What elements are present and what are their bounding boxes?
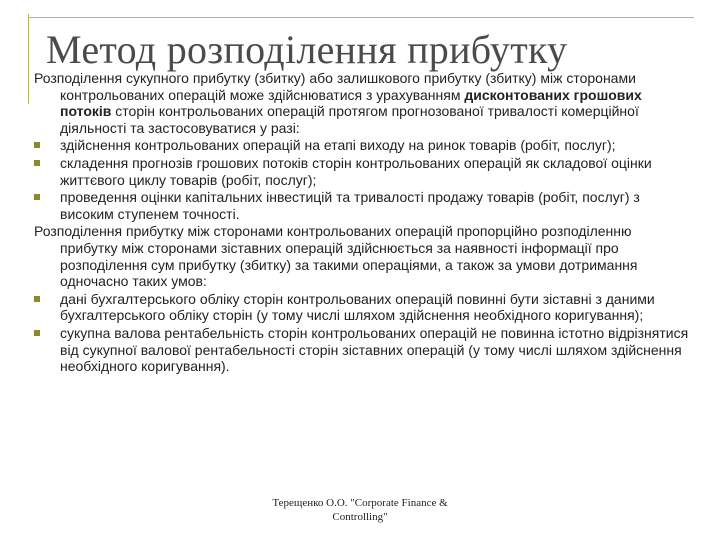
paragraph-1-bold-term: дисконтованих грошових потоків [60, 86, 642, 120]
square-bullet-icon [34, 142, 40, 148]
paragraph-1 [34, 70, 689, 136]
bullet-item [34, 137, 689, 154]
paragraph-1-text-end: сторін контрольованих операцій протягом прогнозованої тривалості комерційної діяльності та застосовуватися у разі: [60, 103, 639, 136]
bullet-text: здійснення контрольованих операцій на етапі виходу на ринок товарів (робіт, послуг); [60, 137, 616, 154]
slide-body [34, 70, 689, 376]
bullet-item [34, 325, 689, 375]
bullet-item [34, 155, 689, 188]
square-bullet-icon [34, 160, 40, 166]
bullet-text: проведення оцінки капітальних інвестицій та тривалості продажу товарів (робіт, послуг) з високим ступенем точності. [60, 189, 640, 222]
footer-line-2: Controlling" [332, 511, 388, 523]
decorative-vertical-line [28, 14, 29, 104]
square-bullet-icon [34, 296, 40, 302]
decorative-horizontal-line [28, 17, 694, 18]
footer-line-1: Терещенко О.О. "Corporate Finance & [272, 497, 448, 509]
paragraph-1-text-start: Розподілення сукупного прибутку (збитку) або залишкового прибутку (збитку) між сторонами контрольованих операцій може здійснюватися з урахуванням [34, 70, 636, 103]
footer-citation [240, 496, 480, 524]
square-bullet-icon [34, 194, 40, 200]
square-bullet-icon [34, 330, 40, 336]
bullet-text: складення прогнозів грошових потоків сторін контрольованих операцій як складової оцінки життєвого циклу товарів (робіт, послуг); [60, 154, 652, 188]
bullet-item [34, 291, 689, 324]
bullet-item [34, 189, 689, 222]
paragraph-2: Розподілення прибутку між сторонами контрольованих операцій пропорційно розподіленню прибутку між сторонами зіставних операцій здійснюється за наявності інформації про розподілення сум прибутку (збитку) за такими операціями, а також за умови дотримання одночасно таких умов: [34, 223, 638, 290]
bullet-text: дані бухгалтерського обліку сторін контрольованих операцій повинні бути зіставні з даними бухгалтерського обліку сторін (у тому числі шляхом здійснення необхідного коригування); [60, 290, 655, 324]
bullet-text: сукупна валова рентабельність сторін контрольованих операцій не повинна істотно відрізнятися від сукупної валової рентабельності сторін зіставних операцій (у тому числі шляхом здійснення необхідного коригування). [60, 324, 689, 375]
slide-title: Метод розподілення прибутку [46, 27, 568, 72]
